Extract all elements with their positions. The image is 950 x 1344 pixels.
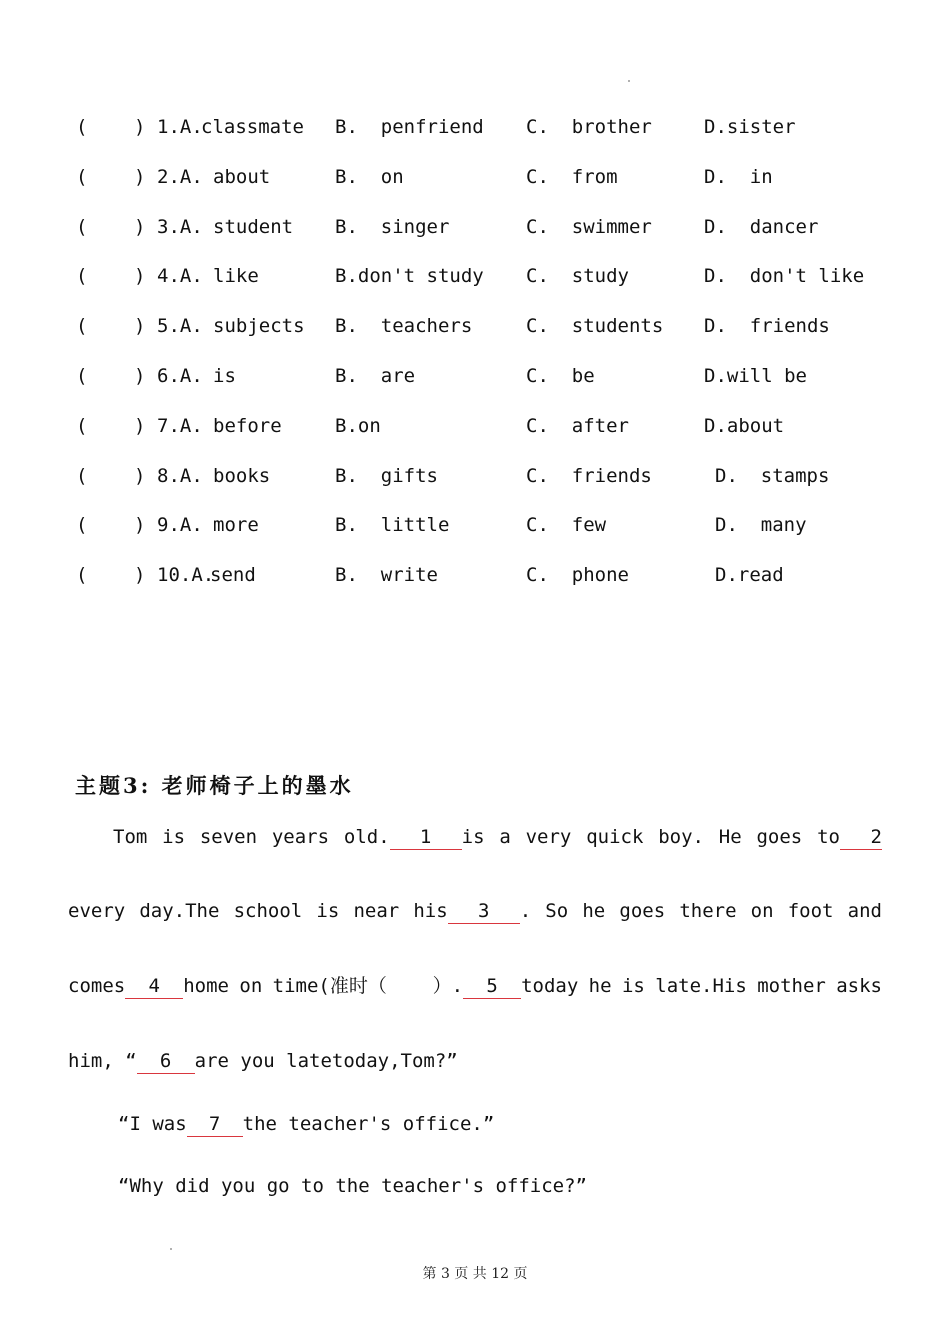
question-number-option-a: 10.A. send [157,560,214,590]
answer-paren-open: ( [76,465,88,487]
question-number-option-a: 5.A. subjects [157,311,203,341]
answer-paren-close: ) [134,465,146,487]
word: on [239,975,263,997]
option-b: B. teachers [335,315,473,337]
word: is [621,975,645,997]
word: and [847,900,882,922]
option-c: C. few [526,514,607,536]
blank-2[interactable]: 2 [840,825,882,850]
option-b: B. on [335,166,404,188]
option-d: D. many [715,514,807,536]
option-d: D.sister [704,116,796,138]
option-a: before [213,415,282,437]
passage-line-1 [68,822,882,852]
answer-paren-close: ) [134,216,146,238]
answer-paren-open: ( [76,116,88,138]
section-heading: 主题3: 老师椅子上的墨水 [75,773,354,798]
option-d: D.read [715,564,784,586]
option-d: D. friends [704,315,830,337]
word: asks [836,975,882,997]
answer-paren-open: ( [76,216,88,238]
answer-paren-close: ) [134,265,146,287]
word: there [679,900,737,922]
scan-dot [628,80,630,82]
blank-7[interactable]: 7 [187,1112,243,1137]
question-number-option-a: 9.A. more [157,510,203,540]
question-row [0,112,950,142]
option-a: classmate [201,116,304,138]
word: goes [756,826,803,848]
word: Tom [113,826,148,848]
option-b: B. little [335,514,450,536]
answer-paren-close: ) [134,166,146,188]
question-number-option-a: 7.A. before [157,411,203,441]
question-number-option-a: 2.A. about [157,162,203,192]
question-row [0,162,950,192]
question-number-option-a: 6.A. is [157,361,203,391]
passage-line-4: him, “ 6 are you latetoday,Tom?” [68,1050,458,1072]
word: goes [619,900,666,922]
question-number-option-a: 4.A. like [157,261,203,291]
word-with-blank: time(准时（ ）. 5 today [272,975,579,997]
option-d: D.about [704,415,785,437]
blank-4[interactable]: 4 [125,974,183,999]
option-c: C. phone [526,564,629,586]
word: late.His [655,975,747,997]
word: day.The [139,900,220,922]
option-c: C. friends [526,465,652,487]
word: every [68,900,126,922]
word: is [316,900,340,922]
passage-line-3 [68,971,882,1001]
blank-3[interactable]: 3 [448,899,520,924]
question-row [0,411,950,441]
option-d: D. don't like [704,265,865,287]
option-b: B.on [335,415,381,437]
question-row [0,461,950,491]
option-b: B. penfriend [335,116,484,138]
question-row [0,361,950,391]
option-b: B.don't study [335,265,484,287]
answer-paren-open: ( [76,365,88,387]
word: quick [586,826,644,848]
word: So [545,900,569,922]
option-d: D.will be [704,365,807,387]
word: a [499,826,511,848]
scan-dot [170,1248,172,1250]
passage-line-5: “I was 7 the teacher's office.” [118,1113,495,1135]
answer-paren-close: ) [134,514,146,536]
word-with-blank: comes 4 home [68,975,229,997]
answer-paren-open: ( [76,514,88,536]
answer-paren-close: ) [134,415,146,437]
word: He [718,826,742,848]
blank-5[interactable]: 5 [463,974,521,999]
answer-paren-close: ) [134,116,146,138]
question-row [0,261,950,291]
word: very [525,826,572,848]
option-c: C. be [526,365,595,387]
option-a: more [213,514,259,536]
option-c: C. swimmer [526,216,652,238]
page-footer: 第 3 页 共 12 页 [422,1266,528,1282]
word: he [588,975,612,997]
answer-paren-close: ) [134,315,146,337]
option-c: C. after [526,415,629,437]
option-a: send [210,564,256,586]
option-d: D. in [704,166,773,188]
word: near [353,900,400,922]
question-row [0,212,950,242]
question-number-option-a: 3.A. student [157,212,203,242]
option-d: D. stamps [715,465,830,487]
answer-paren-open: ( [76,166,88,188]
answer-paren-close: ) [134,365,146,387]
option-b: B. gifts [335,465,438,487]
passage-line-2 [68,896,882,926]
word: boy. [658,826,704,848]
question-row [0,311,950,341]
question-number-option-a: 8.A. books [157,461,203,491]
word: mother [757,975,826,997]
answer-paren-close: ) [134,564,146,586]
option-c: C. from [526,166,618,188]
word: foot [787,900,834,922]
option-a: books [213,465,271,487]
question-row [0,560,950,590]
blank-6[interactable]: 6 [137,1049,195,1074]
word-with-blank: his 3 . [413,900,532,922]
word: on [750,900,774,922]
option-a: student [213,216,294,238]
word: school [233,900,303,922]
option-d: D. dancer [704,216,819,238]
blank-1[interactable]: 1 [390,825,462,850]
answer-paren-open: ( [76,265,88,287]
passage-line-6: “Why did you go to the teacher's office?” [118,1175,587,1197]
option-a: like [213,265,259,287]
answer-paren-open: ( [76,415,88,437]
option-b: B. are [335,365,416,387]
word: seven [199,826,258,848]
answer-paren-open: ( [76,564,88,586]
word: he [582,900,606,922]
option-c: C. students [526,315,664,337]
option-c: C. brother [526,116,652,138]
word-with-blank: to 2 [817,826,882,848]
word: years [271,826,330,848]
option-c: C. study [526,265,629,287]
option-b: B. singer [335,216,450,238]
question-row [0,510,950,540]
option-a: is [213,365,236,387]
word: is [162,826,186,848]
answer-paren-open: ( [76,315,88,337]
option-b: B. write [335,564,438,586]
word-with-blank: old. 1 is [343,826,485,848]
question-number-option-a: 1.A. classmate [157,112,203,142]
option-a: about [213,166,271,188]
option-a: subjects [213,315,305,337]
